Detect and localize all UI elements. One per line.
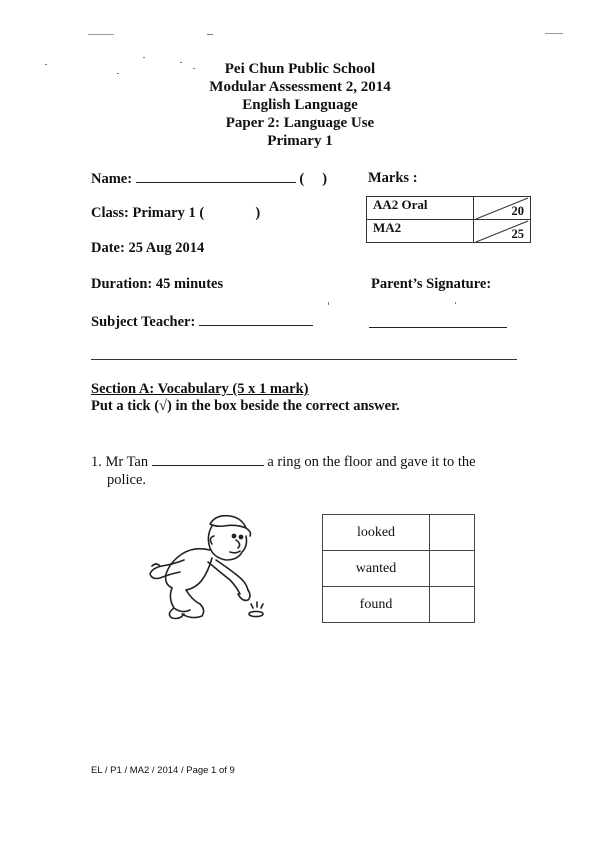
marks-row-label: MA2: [367, 220, 474, 243]
marks-label: Marks :: [368, 170, 418, 186]
marks-score-cell[interactable]: [474, 197, 531, 220]
subject-teacher-label: Subject Teacher:: [91, 314, 196, 330]
tick-box[interactable]: [430, 551, 475, 587]
subject-teacher-field: [91, 313, 313, 331]
parent-signature-label: Parent’s Signature:: [371, 276, 492, 292]
question-number: 1.: [91, 454, 102, 470]
marks-total: 25: [511, 227, 524, 241]
class-close-paren: ): [255, 205, 261, 221]
question-1: [91, 452, 476, 472]
tick-box[interactable]: [430, 515, 475, 551]
answer-blank: [152, 452, 264, 466]
tick-box[interactable]: [430, 587, 475, 623]
marks-row: [367, 197, 531, 220]
assessment-title: Modular Assessment 2, 2014: [209, 79, 391, 95]
scan-speck: [545, 33, 563, 34]
school-name: Pei Chun Public School: [224, 61, 376, 77]
marks-row-label: AA2 Oral: [367, 197, 474, 220]
document-header: [0, 60, 600, 150]
parent-signature-line[interactable]: [369, 327, 507, 328]
level-title: Primary 1: [267, 133, 333, 149]
section-instruction: Put a tick (√) in the box beside the correct answer.: [91, 398, 400, 414]
option-row: [323, 551, 475, 587]
section-divider: [91, 359, 517, 360]
option-label: looked: [323, 515, 430, 551]
name-blank[interactable]: [136, 170, 296, 183]
paper-title: Paper 2: Language Use: [225, 115, 375, 131]
question-1-line2: police.: [107, 472, 147, 488]
class-label: Class: Primary 1 (: [91, 205, 205, 221]
class-field: [91, 205, 260, 222]
option-row: [323, 515, 475, 551]
page-footer: EL / P1 / MA2 / 2014 / Page 1 of 9: [91, 765, 235, 776]
date-label: Date:: [91, 240, 125, 256]
date-field: [91, 240, 204, 257]
register-number-paren: ( ): [299, 171, 328, 187]
option-row: [323, 587, 475, 623]
section-title: Section A: Vocabulary (5 x 1 mark): [91, 381, 309, 397]
subject-title: English Language: [242, 97, 358, 113]
scan-speck: [207, 34, 213, 35]
scan-speck: [143, 57, 145, 58]
name-label: Name:: [91, 171, 133, 187]
date-value: 25 Aug 2014: [128, 240, 205, 256]
scan-speck: [455, 302, 456, 304]
question-text-start: Mr Tan: [105, 454, 149, 470]
marks-total: 20: [511, 204, 524, 218]
man-picking-ring-illustration: [138, 510, 270, 622]
question-text-end: a ring on the floor and gave it to the: [267, 454, 476, 470]
answer-options-table: [322, 514, 475, 623]
duration-field: Duration: 45 minutes: [91, 276, 224, 292]
name-field: [91, 170, 327, 188]
marks-score-cell[interactable]: [474, 220, 531, 243]
marks-row: [367, 220, 531, 243]
option-label: found: [323, 587, 430, 623]
marks-table: [366, 196, 531, 243]
option-label: wanted: [323, 551, 430, 587]
scan-speck: [328, 302, 329, 305]
scan-speck: [88, 34, 114, 35]
subject-teacher-blank[interactable]: [199, 313, 313, 326]
